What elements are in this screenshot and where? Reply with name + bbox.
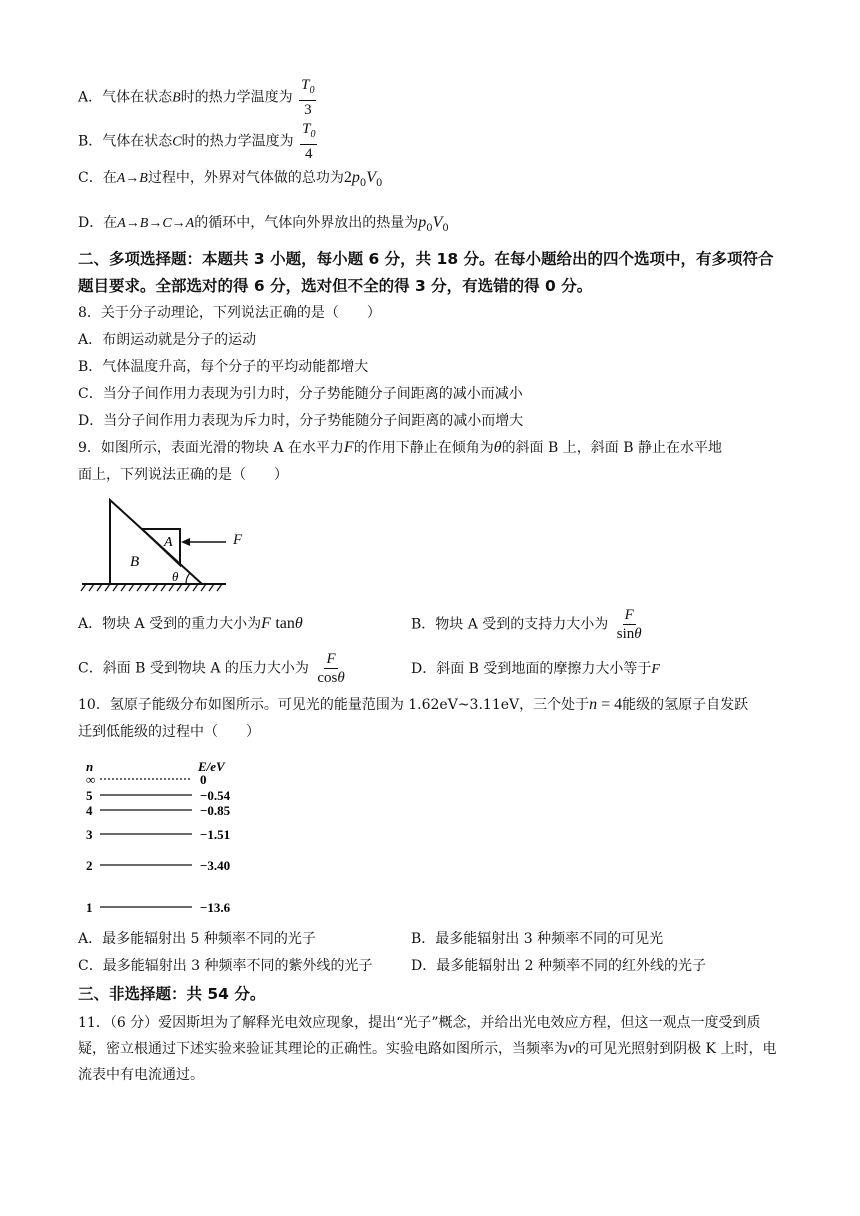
q7-option-a-numerator: T xyxy=(301,77,310,93)
q7-option-b-fraction xyxy=(300,120,317,163)
q8-stem: 8．关于分子动理论，下列说法正确的是（ ） xyxy=(78,305,381,321)
q9-option-a-tan: tan xyxy=(275,615,295,632)
q8-option-a: A．布朗运动就是分子的运动 xyxy=(78,332,257,348)
q8-option-d: D．当分子间作用力表现为斥力时，分子势能随分子间距离的减小而增大 xyxy=(78,413,524,429)
energy-level-n: ∞ xyxy=(86,772,96,787)
energy-level-value: 0 xyxy=(200,772,207,787)
q8-option-b: B．气体温度升高，每个分子的平均动能都增大 xyxy=(78,359,369,375)
q9-option-b-sin: sin xyxy=(616,626,635,642)
q10-stem-eq: = 4 xyxy=(597,696,623,713)
q9-stem-force: F xyxy=(343,439,354,456)
q9-stem-line1 xyxy=(78,438,722,458)
q7-option-b-denominator: 4 xyxy=(305,146,313,162)
q7-option-b-text: B．气体在状态 xyxy=(78,133,173,150)
energy-levels xyxy=(86,772,231,915)
ground-hatching xyxy=(81,584,222,591)
q9-option-c-numerator: F xyxy=(326,651,336,667)
q10-stem-n: n xyxy=(589,696,598,713)
energy-level-diagram xyxy=(80,757,250,917)
q9-option-b-fraction xyxy=(615,606,644,643)
q10-option-c: C．最多能辐射出 3 种频率不同的紫外线的光子 xyxy=(78,958,373,974)
energy-level-n: 1 xyxy=(86,900,93,915)
q7-option-c-coefficient: 2 xyxy=(343,169,352,186)
energy-level-value: −3.40 xyxy=(200,858,231,873)
q7-option-b-subscript: 0 xyxy=(310,129,316,140)
q7-option-b-tail: 时的热力学温度为 xyxy=(181,133,294,150)
energy-level-value: −1.51 xyxy=(200,827,231,842)
q7-option-b-state: C xyxy=(172,134,182,150)
q9-figure-force-label: F xyxy=(233,532,243,548)
energy-level-value: −0.85 xyxy=(200,803,231,818)
q7-option-d xyxy=(78,213,449,239)
q7-option-c-v: V xyxy=(366,169,376,186)
q9-option-d-text: D．斜面 B 受到地面的摩擦力大小等于 xyxy=(411,661,652,677)
q11-paragraph xyxy=(78,1010,786,1088)
q8-option-c: C．当分子间作用力表现为引力时，分子势能随分子间距离的减小而减小 xyxy=(78,386,523,402)
q10-option-d: D．最多能辐射出 2 种频率不同的红外线的光子 xyxy=(411,958,707,974)
q7-option-a-text: A．气体在状态 xyxy=(78,89,173,106)
q11-text-part1: 11．（6 分）爱因斯坦为了解释光电效应现象，提出“光子”概念，并给出光电效应方程，但这一观点一度受到质疑，密立根通过下述实验来验证其理论的正确性。实验电路如图所示，当频率为 xyxy=(78,1015,761,1057)
q9-option-d xyxy=(411,659,660,680)
q10-stem-line2: 迁到低能级的过程中（ ） xyxy=(78,724,260,740)
q7-option-c-p: p xyxy=(351,169,360,186)
section3-heading: 三、非选择题：共 54 分。 xyxy=(78,985,266,1003)
diagram-e-label: E/eV xyxy=(198,759,225,774)
q11-nu: ν xyxy=(568,1040,576,1057)
q10-stem-line1 xyxy=(78,695,748,715)
q7-option-a-state: B xyxy=(172,90,181,106)
angle-arc xyxy=(186,573,190,584)
q10-stem-part2: 能级的氢原子自发跃 xyxy=(622,697,749,713)
q7-option-c-v-sub: 0 xyxy=(375,177,383,189)
label-b: B xyxy=(130,554,140,570)
force-arrowhead xyxy=(181,538,190,546)
q9-option-c-fraction xyxy=(315,650,346,687)
q9-option-a-theta: θ xyxy=(294,615,303,632)
q10-stem-part1: 10．氢原子能级分布如图所示。可见光的能量范围为 1.62eV~3.11eV，三个处于 xyxy=(78,697,590,713)
q9-option-d-f: F xyxy=(651,662,660,677)
q7-option-c-tail: 过程中，外界对气体做的总功为 xyxy=(147,170,344,186)
q11-text-part2: 的可见光照射到阴极 K 上时，电流表中有电流通过。 xyxy=(78,1041,777,1083)
q7-option-b-numerator: T xyxy=(302,121,311,137)
q9-stem-theta: θ xyxy=(493,439,502,456)
q9-option-a-f: F xyxy=(261,615,271,632)
q9-option-a xyxy=(78,614,303,634)
energy-level-value: −13.6 xyxy=(200,900,231,915)
q9-stem-line2: 面上，下列说法正确的是（ ） xyxy=(78,467,288,483)
section2-heading: 二、多项选择题：本题共 3 小题，每小题 6 分，共 18 分。在每小题给出的四个选项中，有多项符合题目要求。全部选对的得 6 分，选对但不全的得 3 分，有选错的得 0 分。 xyxy=(78,250,774,295)
q7-option-a-tail: 时的热力学温度为 xyxy=(180,89,293,106)
q7-option-c-p-sub: 0 xyxy=(359,177,367,189)
label-theta: θ xyxy=(172,569,179,584)
q7-option-d-process: A→B→C→A xyxy=(117,216,195,231)
q9-incline-figure xyxy=(80,496,230,592)
q7-option-d-p-sub: 0 xyxy=(426,222,433,234)
q7-option-d-v: V xyxy=(432,214,443,231)
energy-level-n: 2 xyxy=(86,858,93,873)
q7-option-d-tail: 的循环中，气体向外界放出的热量为 xyxy=(194,215,419,231)
q7-option-a xyxy=(78,76,316,119)
q10-option-b: B．最多能辐射出 3 种频率不同的可见光 xyxy=(411,931,664,947)
block-a xyxy=(142,529,180,565)
q9-option-b-theta: θ xyxy=(634,626,642,642)
q9-option-c-cos: cos xyxy=(317,670,338,686)
q9-option-b-text: B．物块 A 受到的支持力大小为 xyxy=(411,616,609,633)
q9-option-b-numerator: F xyxy=(624,607,634,623)
q10-option-a: A．最多能辐射出 5 种频率不同的光子 xyxy=(78,931,316,947)
diagram-n-label: n xyxy=(86,759,94,774)
energy-level-n: 3 xyxy=(86,827,93,842)
q7-option-b xyxy=(78,120,317,163)
q9-stem-part3: 的斜面 B 上，斜面 B 静止在水平地 xyxy=(501,440,722,456)
label-a: A xyxy=(164,535,173,550)
q7-option-c-text: C．在 xyxy=(78,170,117,186)
q7-option-d-text: D．在 xyxy=(78,215,118,231)
q9-option-c xyxy=(78,650,347,687)
q7-option-c xyxy=(78,168,382,194)
q9-option-a-text: A．物块 A 受到的重力大小为 xyxy=(78,616,262,632)
energy-level-n: 5 xyxy=(86,788,93,803)
q9-option-b xyxy=(411,606,644,643)
q9-stem-part1: 9．如图所示，表面光滑的物块 A 在水平力 xyxy=(78,440,344,456)
q7-option-a-fraction xyxy=(299,76,316,119)
energy-level-n: 4 xyxy=(86,803,93,818)
q7-option-d-v-sub: 0 xyxy=(442,222,449,234)
q9-option-c-text: C．斜面 B 受到物块 A 的压力大小为 xyxy=(78,660,309,677)
q7-option-c-process: A→B xyxy=(116,171,148,186)
q9-stem-part2: 的作用下静止在倾角为 xyxy=(353,440,494,456)
energy-level-value: −0.54 xyxy=(200,788,231,803)
q9-option-c-theta: θ xyxy=(337,670,345,686)
q7-option-a-denominator: 3 xyxy=(304,102,312,118)
q7-option-d-p: p xyxy=(418,214,427,231)
q7-option-a-subscript: 0 xyxy=(309,85,315,96)
